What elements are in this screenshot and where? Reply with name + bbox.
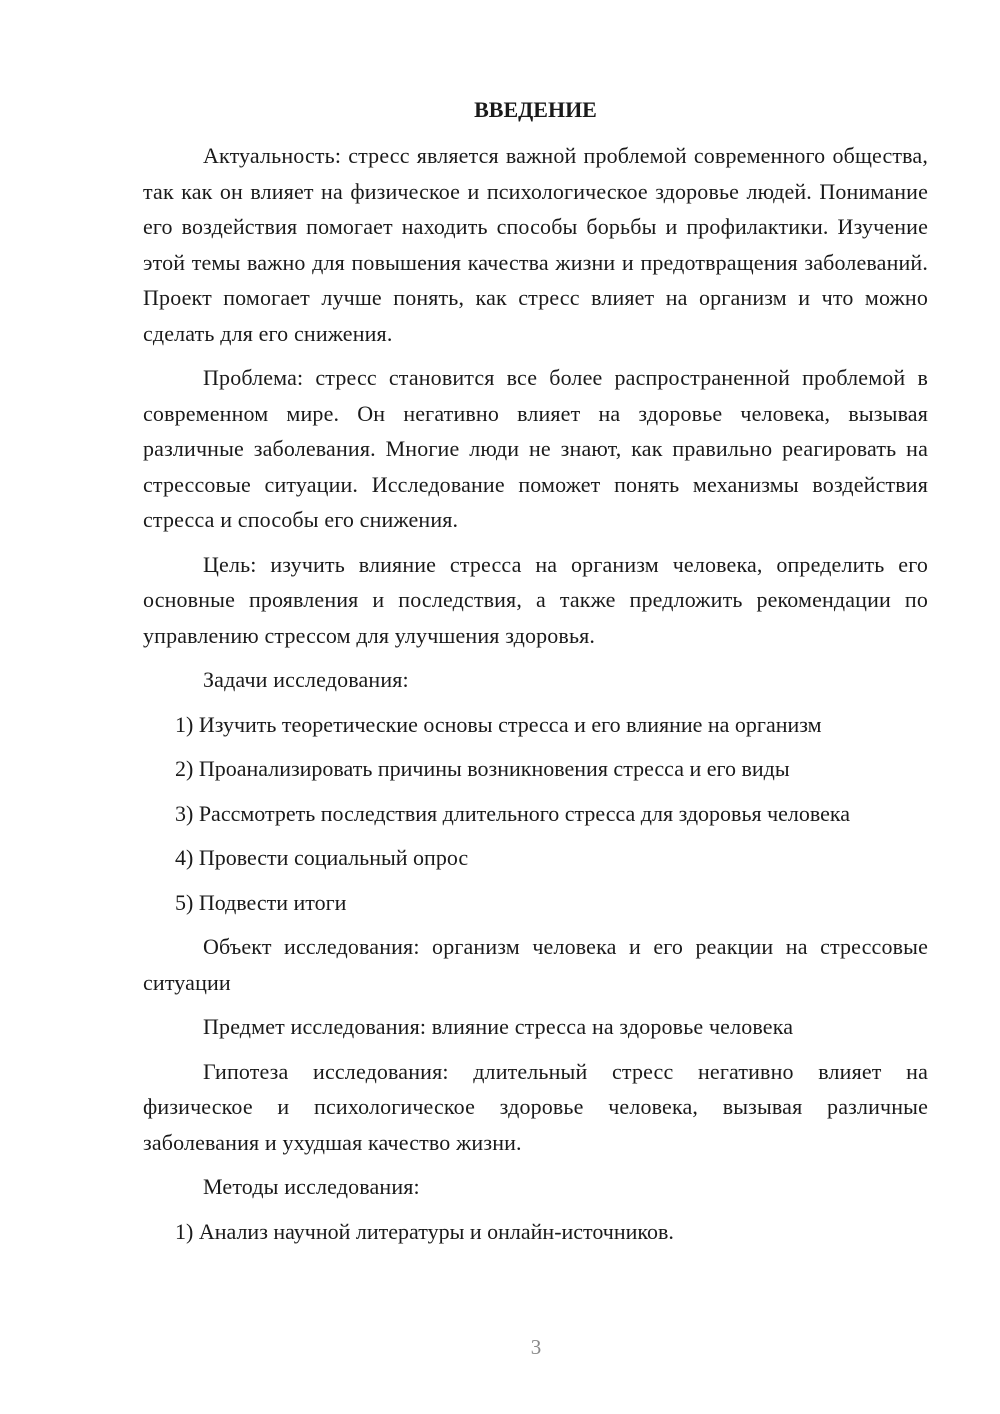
paragraph-relevance: Актуальность: стресс является важной проблемой современного общества, так как он влияет на физическое и психологическое здоровье людей. Понимание его воздействия помогает находить способы борьбы и профилактики. Изучение этой темы важно для повышения качества жизни и предотвращения заболеваний. Проект помогает лучше понять, как стресс влияет на организм и что можно сделать для его снижения. <box>143 143 928 346</box>
paragraph-goal: Цель: изучить влияние стресса на организм человека, определить его основные проявления и последствия, а также предложить рекомендации по управлению стрессом для улучшения здоровья. <box>143 551 928 648</box>
task-item-5: 5) Подвести итоги <box>175 889 347 915</box>
paragraph-problem: Проблема: стресс становится все более распространенной проблемой в современном мире. Он негативно влияет на здоровье человека, вызывая различные заболевания. Многие люди не знают, как правильно реагировать на стрессовые ситуации. Исследование поможет понять механизмы воздействия стресса и способы его снижения. <box>143 365 928 532</box>
task-item-4: 4) Провести социальный опрос <box>175 845 469 870</box>
task-item-3: 3) Рассмотреть последствия длительного стресса для здоровья человека <box>175 800 851 826</box>
document-page <box>143 96 928 1258</box>
page-title: ВВЕДЕНИЕ <box>474 97 597 122</box>
paragraph-object: Объект исследования: организм человека и его реакции на стрессовые ситуации <box>143 934 928 995</box>
paragraph-subject: Предмет исследования: влияние стресса на здоровье человека <box>203 1014 794 1039</box>
task-item-1: 1) Изучить теоретические основы стресса и его влияние на организм <box>175 711 822 737</box>
paragraph-hypothesis: Гипотеза исследования: длительный стресс негативно влияет на физическое и психологическое здоровье человека, вызывая различные заболевания и ухудшая качество жизни. <box>143 1058 928 1155</box>
methods-title: Методы исследования: <box>203 1174 420 1199</box>
page-number: 3 <box>530 1335 542 1359</box>
tasks-title: Задачи исследования: <box>203 667 409 692</box>
task-item-2: 2) Проанализировать причины возникновения стресса и его виды <box>175 756 790 781</box>
method-item-1: 1) Анализ научной литературы и онлайн-источников. <box>175 1218 674 1244</box>
